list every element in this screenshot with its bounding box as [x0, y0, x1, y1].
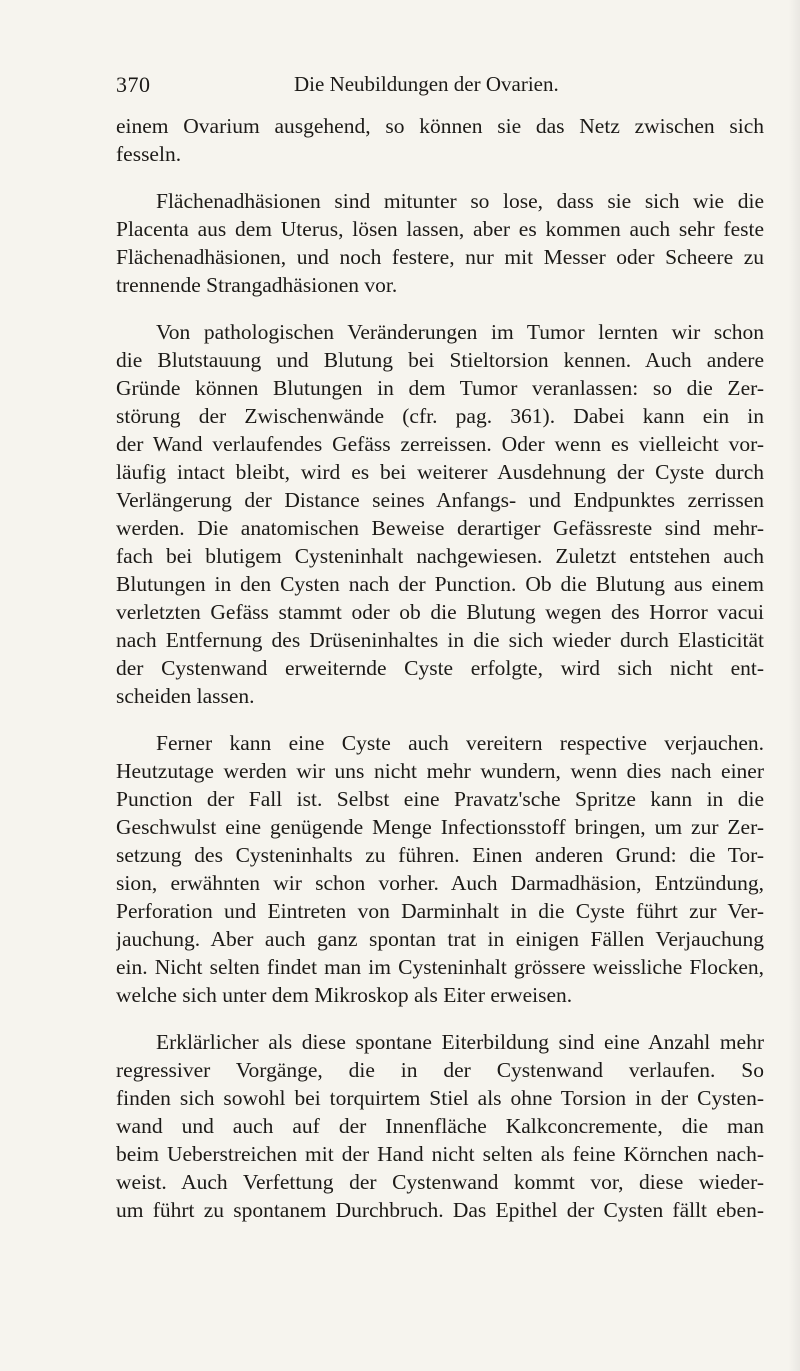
paragraph: [116, 187, 764, 299]
text-line: Verlängerung der Distance seines Anfangs- und Endpunktes zerrissen: [116, 488, 764, 512]
paragraph: [116, 112, 764, 168]
text-line: Blutungen in den Cysten nach der Punction. Ob die Blutung aus einem: [116, 572, 764, 596]
text-line: regressiver Vorgänge, die in der Cystenwand verlaufen. So: [116, 1058, 764, 1082]
text-line: Gründe können Blutungen in dem Tumor veranlassen: so die Zer-: [116, 376, 764, 400]
text-line: der Wand verlaufendes Gefäss zerreissen. Oder wenn es vielleicht vor-: [116, 432, 764, 456]
text-line: der Cystenwand erweiternde Cyste erfolgte, wird sich nicht ent-: [116, 656, 764, 680]
text-line: Punction der Fall ist. Selbst eine Pravatz'sche Spritze kann in die: [116, 787, 764, 811]
text-line: weist. Auch Verfettung der Cystenwand kommt vor, diese wieder-: [116, 1170, 764, 1194]
text-line: Heutzutage werden wir uns nicht mehr wundern, wenn dies nach einer: [116, 759, 764, 783]
page-number: 370: [116, 72, 151, 97]
text-line: fach bei blutigem Cysteninhalt nachgewiesen. Zuletzt entstehen auch: [116, 544, 764, 568]
text-line: trennende Strangadhäsionen vor.: [116, 273, 398, 297]
text-line: scheiden lassen.: [116, 684, 255, 708]
text-line: nach Entfernung des Drüseninhaltes in die sich wieder durch Elasticität: [116, 628, 764, 652]
running-title: Die Neubildungen der Ovarien.: [294, 72, 559, 96]
text-line: Flächenadhäsionen, und noch festere, nur mit Messer oder Scheere zu: [116, 245, 764, 269]
text-line: sion, erwähnten wir schon vorher. Auch Darmadhäsion, Entzündung,: [116, 871, 764, 895]
text-line: ein. Nicht selten findet man im Cysteninhalt grössere weissliche Flocken,: [116, 955, 764, 979]
text-line: Geschwulst eine genügende Menge Infectionsstoff bringen, um zur Zer-: [116, 815, 764, 839]
text-line: Placenta aus dem Uterus, lösen lassen, aber es kommen auch sehr feste: [116, 217, 764, 241]
text-line: finden sich sowohl bei torquirtem Stiel als ohne Torsion in der Cysten-: [116, 1086, 764, 1110]
text-line: verletzten Gefäss stammt oder ob die Blutung wegen des Horror vacui: [116, 600, 764, 624]
text-line: störung der Zwischenwände (cfr. pag. 361). Dabei kann ein in: [116, 404, 764, 428]
body-text: [116, 112, 764, 1224]
text-line: beim Ueberstreichen mit der Hand nicht selten als feine Körnchen nach-: [116, 1142, 764, 1166]
text-line: fesseln.: [116, 142, 182, 166]
text-line: jauchung. Aber auch ganz spontan trat in einigen Fällen Verjauchung: [116, 927, 764, 951]
text-line: läufig intact bleibt, wird es bei weiterer Ausdehnung der Cyste durch: [116, 460, 764, 484]
text-line: die Blutstauung und Blutung bei Stieltorsion kennen. Auch andere: [116, 348, 764, 372]
page-edge-shadow: [788, 0, 800, 1371]
text-line: einem Ovarium ausgehend, so können sie das Netz zwischen sich: [116, 114, 764, 138]
text-line: werden. Die anatomischen Beweise derartiger Gefässreste sind mehr-: [116, 516, 764, 540]
paragraph: [116, 729, 764, 1009]
text-line: Perforation und Eintreten von Darminhalt in die Cyste führt zur Ver-: [116, 899, 764, 923]
text-line: Von pathologischen Veränderungen im Tumor lernten wir schon: [156, 320, 764, 344]
text-line: wand und auch auf der Innenfläche Kalkconcremente, die man: [116, 1114, 764, 1138]
text-line: setzung des Cysteninhalts zu führen. Einen anderen Grund: die Tor-: [116, 843, 764, 867]
text-line: Flächenadhäsionen sind mitunter so lose, dass sie sich wie die: [156, 189, 764, 213]
paragraph: [116, 318, 764, 710]
page-header: [116, 72, 736, 102]
text-line: Ferner kann eine Cyste auch vereitern respective verjauchen.: [156, 731, 764, 755]
paragraph: [116, 1028, 764, 1224]
text-line: welche sich unter dem Mikroskop als Eiter erweisen.: [116, 983, 573, 1007]
text-line: um führt zu spontanem Durchbruch. Das Epithel der Cysten fällt eben-: [116, 1198, 764, 1222]
text-line: Erklärlicher als diese spontane Eiterbildung sind eine Anzahl mehr: [156, 1030, 764, 1054]
